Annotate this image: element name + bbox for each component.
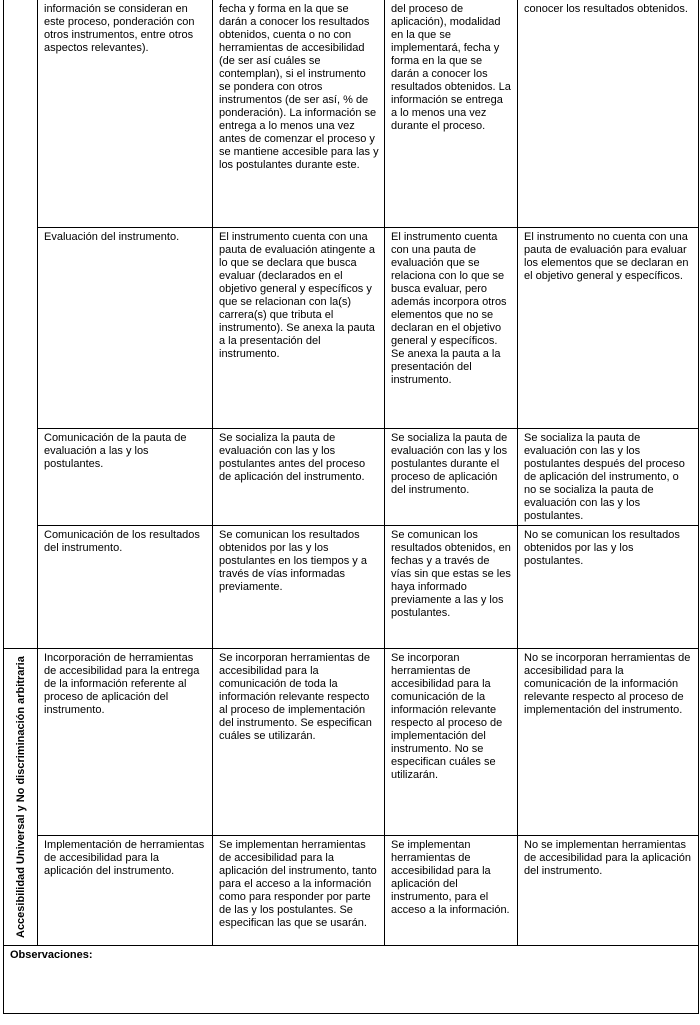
section-header-cell [4,648,38,945]
level3-cell: El instrumento no cuenta con una pauta de evaluación para evaluar los elementos que se declaran en el objetivo general y específicos. [518,227,699,428]
criterion-cell: Implementación de herramientas de accesibilidad para la aplicación del instrumento. [38,835,213,945]
level2-cell: Se implementan herramientas de accesibilidad para la aplicación del instrumento, para el acceso a la información. [385,835,518,945]
level2-cell: Se socializa la pauta de evaluación con las y los postulantes durante el proceso de aplicación del instrumento. [385,428,518,525]
level3-cell: conocer los resultados obtenidos. [518,0,699,227]
section-rotated-label: Accesibilidad Universal y No discriminación arbitraria [14,655,27,938]
rotated-label-wrapper [10,652,32,942]
criterion-cell: Incorporación de herramientas de accesibilidad para la entrega de la información referente al proceso de aplicación del instrumento. [38,648,213,835]
table-row [4,0,699,227]
rubric-table [3,0,699,1014]
observaciones-cell: Observaciones: [4,945,699,1013]
level3-cell: No se implementan herramientas de accesibilidad para la aplicación del instrumento. [518,835,699,945]
level2-cell: Se comunican los resultados obtenidos, en fechas y a través de vías sin que estas se les haya informado previamente a las y los postulantes. [385,525,518,648]
table-row [4,648,699,835]
table-row [4,945,699,1013]
table-row [4,428,699,525]
level1-cell: Se incorporan herramientas de accesibilidad para la comunicación de toda la información relevante respecto al proceso de implementación del instrumento. Se especifican cuáles se utilizarán. [213,648,385,835]
level3-cell: Se socializa la pauta de evaluación con las y los postulantes después del proceso de aplicación del instrumento, o no se socializa la pauta de evaluación con las y los postulantes. [518,428,699,525]
level3-cell: No se incorporan herramientas de accesibilidad para la comunicación de la información relevante respecto al proceso de implementación del instrumento. [518,648,699,835]
level3-cell: No se comunican los resultados obtenidos por las y los postulantes. [518,525,699,648]
table-row [4,227,699,428]
criterion-cell: Comunicación de la pauta de evaluación a las y los postulantes. [38,428,213,525]
level1-cell: El instrumento cuenta con una pauta de evaluación atingente a lo que se declara que busca evaluar (declarados en el objetivo general y específicos y que se relacionan con la(s) carrera(s) que tributa el instrumento). Se anexa la pauta a la presentación del instrumento. [213,227,385,428]
level1-cell: Se socializa la pauta de evaluación con las y los postulantes antes del proceso de aplicación del instrumento. [213,428,385,525]
level1-cell: fecha y forma en la que se darán a conocer los resultados obtenidos, cuenta o no con herramientas de accesibilidad (de ser así cuáles se contemplan), si el instrumento se pondera con otros instrumentos (de ser así, % de ponderación). La información se entrega a lo menos una vez antes de comenzar el proceso y se mantiene accesible para las y los postulantes durante este. [213,0,385,227]
level2-cell: Se incorporan herramientas de accesibilidad para la comunicación de la información relevante respecto al proceso de implementación del instrumento. No se especifican cuáles se utilizarán. [385,648,518,835]
criterion-cell: Evaluación del instrumento. [38,227,213,428]
table-row [4,525,699,648]
criterion-cell: Comunicación de los resultados del instrumento. [38,525,213,648]
section-header-cell-empty [4,0,38,648]
level1-cell: Se implementan herramientas de accesibilidad para la aplicación del instrumento, tanto para el acceso a la información como para responder por parte de las y los postulantes. Se especifican las que se usarán. [213,835,385,945]
level2-cell: del proceso de aplicación), modalidad en la que se implementará, fecha y forma en la que se darán a conocer los resultados obtenidos. La información se entrega a lo menos una vez durante el proceso. [385,0,518,227]
criterion-cell: información se consideran en este proceso, ponderación con otros instrumentos, entre otros aspectos relevantes). [38,0,213,227]
level2-cell: El instrumento cuenta con una pauta de evaluación que se relaciona con lo que se busca evaluar, pero además incorpora otros elementos que no se declaran en el objetivo general y específicos. Se anexa la pauta a la presentación del instrumento. [385,227,518,428]
level1-cell: Se comunican los resultados obtenidos por las y los postulantes en los tiempos y a través de vías informadas previamente. [213,525,385,648]
table-row [4,835,699,945]
